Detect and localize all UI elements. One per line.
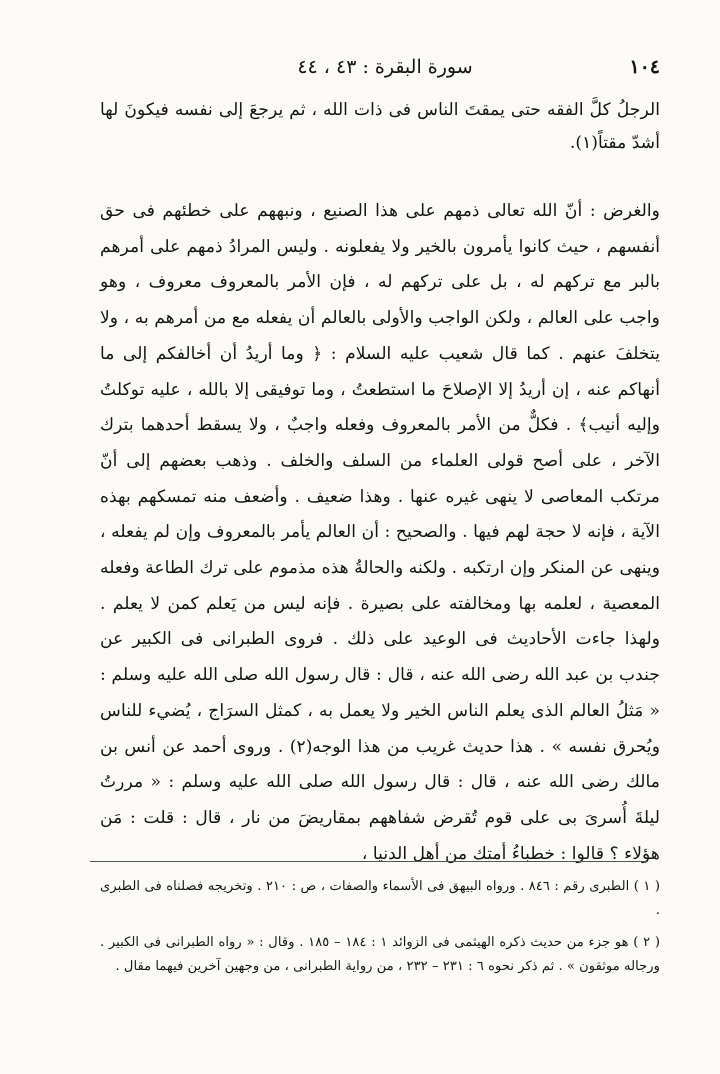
page-number: ١٠٤ bbox=[629, 56, 660, 78]
footnote-separator bbox=[90, 861, 648, 862]
footnote-2: ( ٢ ) هو جزء من حديث ذكره الهيثمى فى الزوائد ١ : ١٨٤ – ١٨٥ . وقال : « رواه الطبرانى فى الكبير . ورجاله موثقون » . ثم ذكر نحوه ٦ : ٢٣١ – ٢٣٢ ، من رواية الطبرانى ، من وجهين آخرين فيهما مقال . bbox=[100, 935, 661, 974]
continuation-paragraph: الرجلُ كلَّ الفقه حتى يمقتَ الناس فى ذات الله ، ثم يرجعَ إلى نفسه فيكونَ لها أشدّ مقتاً(١). bbox=[100, 100, 660, 153]
commentary-paragraph: والغرض : أنّ الله تعالى ذمهم على هذا الصنيع ، ونبههم على خطئهم فى حق أنفسهم ، حيث كانوا يأمرون بالخير ولا يفعلونه . وليس المرادُ ذمهم على أمرهم بالبر مع تركهم له ، بل على تركهم له ، فإن الأمر بالمعروف معروف ، وهو واجب على العالم ، ولكن الواجب والأولى بالعالم أن يفعله مع من أمرهم به ، ولا يتخلفَ عنهم . كما قال شعيب عليه السلام : ﴿ وما أريدُ أن أخالفكم إلى ما أنهاكم عنه ، إن أريدُ إلا الإصلاحَ ما استطعتُ ، وما توفيقى إلا بالله ، عليه توكلتُ وإليه أنيب﴾ . فكلٌّ من الأمر بالمعروف وفعله واجبٌ ، ولا يسقط أحدهما بترك الآخر ، على أصح قولى العلماء من السلف والخلف . وذهب بعضهم إلى أنّ مرتكب المعاصى لا ينهى غيره عنها . وهذا ضعيف . وأضعف منه تمسكهم بهذه الآية ، فإنه لا حجة لهم فيها . والصحيح : أن العالم يأمر بالمعروف وإن لم يفعله ، وينهى عن المنكر وإن ارتكبه . ولكنه والحالةُ هذه مذموم على ترك الطاعة وفعله المعصية ، لعلمه بها ومخالفته على بصيرة . فإنه ليس من يَعلم كمن لا يعلم . ولهذا جاءت الأحاديث فى الوعيد على ذلك . فروى الطبرانى فى الكبير عن جندب بن عبد الله رضى الله عنه ، قال : قال رسول الله صلى الله عليه وسلم : « مَثلُ العالم الذى يعلم الناس الخير ولا يعمل به ، كمثل السرَاج ، يُضيء للناس ويُحرق نفسه » . هذا حديث غريب من هذا الوجه(٢) . وروى أحمد عن أنس بن مالك رضى الله عنه ، قال : قال رسول الله صلى الله عليه وسلم : « مررتُ ليلةَ أُسرىَ بى على قوم تُقرض شفاههم بمقاريضَ من نار ، قال : قلت : مَن هؤلاء ؟ قالوا : خطباءُ أمتك من أهل الدنيا ، bbox=[100, 201, 660, 864]
footnotes bbox=[100, 875, 660, 987]
footnote-1: ( ١ ) الطبرى رقم : ٨٤٦ . ورواه البيهق فى الأسماء والصفات ، ص : ٢١٠ . وتخريجه فصلناه فى الطبرى . bbox=[100, 879, 660, 918]
page-header bbox=[110, 56, 660, 88]
running-title: سورة البقرة : ٤٣ ، ٤٤ bbox=[297, 56, 473, 78]
main-text bbox=[100, 94, 660, 872]
